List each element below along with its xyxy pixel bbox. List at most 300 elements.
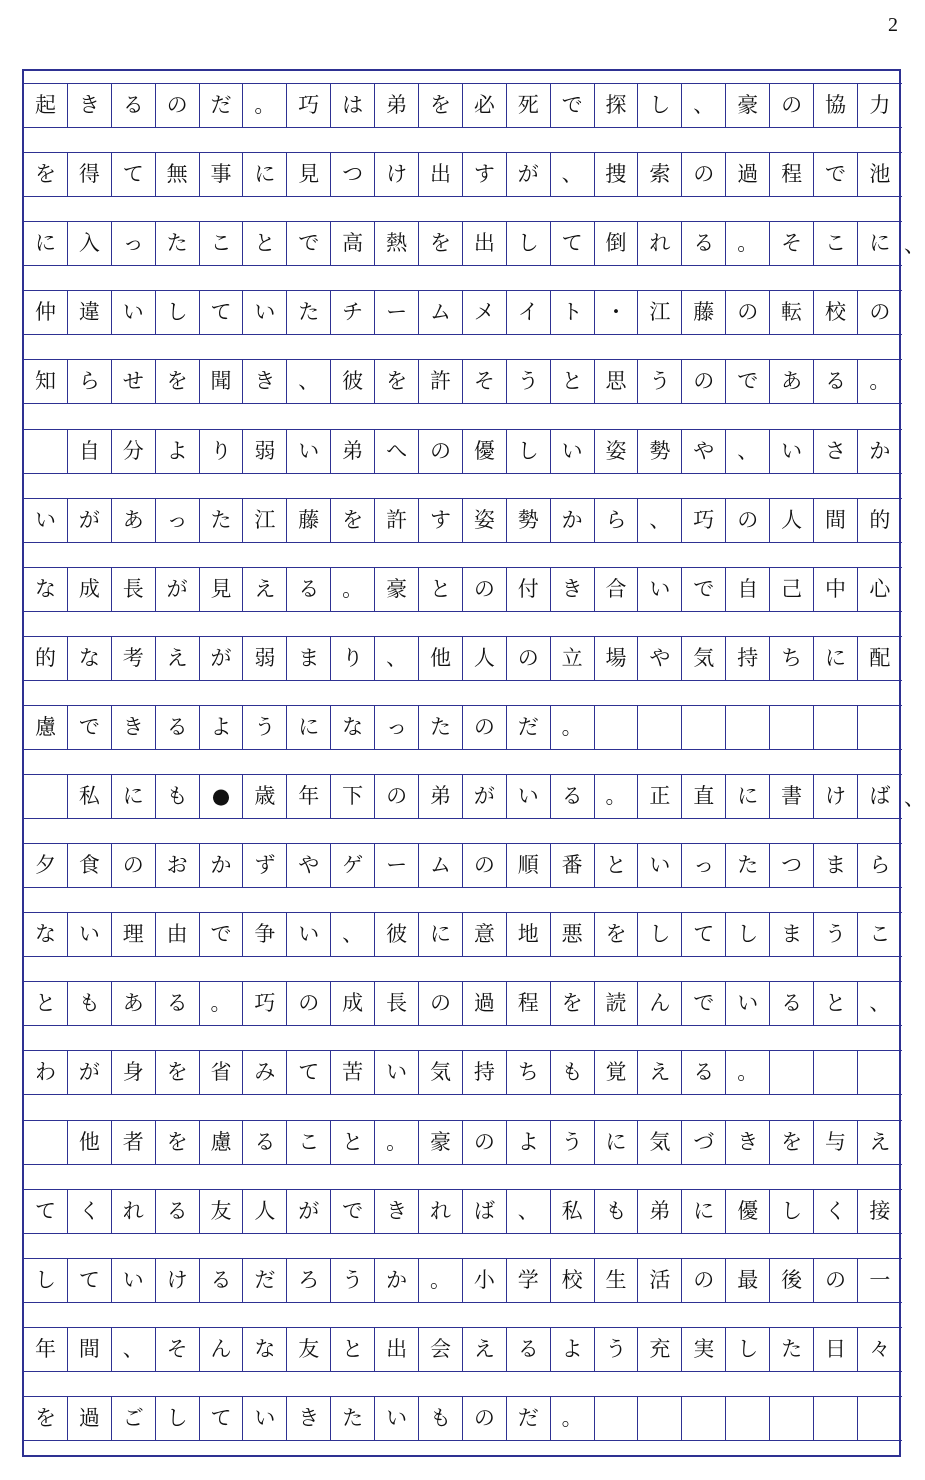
grid-cell: 、 (638, 498, 682, 543)
grid-cell: 番 (551, 843, 595, 888)
grid-cell: れ (419, 1189, 463, 1234)
grid-cell (595, 1396, 639, 1441)
grid-cell: 生 (595, 1258, 639, 1303)
grid-cell: 、 (507, 1189, 551, 1234)
grid-cell: っ (375, 705, 419, 750)
grid-cell: を (156, 1120, 200, 1165)
grid-cell: る (814, 359, 858, 404)
grid-cell: 自 (68, 429, 112, 474)
grid-cell: も (68, 981, 112, 1026)
grid-cell: 弱 (243, 636, 287, 681)
grid-cell: 慮 (200, 1120, 244, 1165)
grid-cell: 得 (68, 152, 112, 197)
grid-cell: が (68, 1050, 112, 1095)
grid-cell: た (200, 498, 244, 543)
grid-cell (858, 1050, 902, 1095)
grid-cell: 。 (726, 1050, 770, 1095)
grid-cell: る (200, 1258, 244, 1303)
grid-cell (638, 1396, 682, 1441)
grid-cell: し (726, 912, 770, 957)
grid-cell: 弟 (331, 429, 375, 474)
grid-cell: く (68, 1189, 112, 1234)
grid-cell: 場 (595, 636, 639, 681)
grid-cell: え (638, 1050, 682, 1095)
grid-cell: う (551, 1120, 595, 1165)
grid-cell (682, 1396, 726, 1441)
grid-cell: そ (770, 221, 814, 266)
grid-cell: ー (375, 290, 419, 335)
grid-cell: よ (200, 705, 244, 750)
grid-cell: 正 (638, 774, 682, 819)
grid-cell: て (112, 152, 156, 197)
grid-cell: だ (243, 1258, 287, 1303)
grid-cell: の (463, 567, 507, 612)
grid-cell (814, 705, 858, 750)
grid-cell: ・ (595, 290, 639, 335)
grid-cell: 成 (331, 981, 375, 1026)
grid-cell: 過 (68, 1396, 112, 1441)
grid-cell: 藤 (287, 498, 331, 543)
grid-cell (858, 1396, 902, 1441)
grid-cell: 優 (726, 1189, 770, 1234)
grid-cell: な (331, 705, 375, 750)
grid-cell: 出 (375, 1327, 419, 1372)
grid-cell: 中 (814, 567, 858, 612)
grid-cell: 歳 (243, 774, 287, 819)
grid-cell: の (287, 981, 331, 1026)
grid-cell: 接 (858, 1189, 902, 1234)
grid-cell: 校 (814, 290, 858, 335)
grid-cell: 豪 (726, 83, 770, 128)
grid-cell: 。 (243, 83, 287, 128)
grid-cell: い (507, 774, 551, 819)
grid-cell: り (200, 429, 244, 474)
grid-cell: 江 (638, 290, 682, 335)
grid-cell: の (770, 83, 814, 128)
grid-cell: 一 (858, 1258, 902, 1303)
grid-cell: 私 (68, 774, 112, 819)
grid-cell: 人 (463, 636, 507, 681)
grid-cell: の (726, 498, 770, 543)
grid-cell: は (331, 83, 375, 128)
manuscript-row (24, 774, 902, 819)
manuscript-row (24, 1189, 902, 1234)
grid-cell: な (243, 1327, 287, 1372)
grid-cell: き (375, 1189, 419, 1234)
grid-cell: 者 (112, 1120, 156, 1165)
grid-cell: て (68, 1258, 112, 1303)
manuscript-row (24, 567, 902, 612)
grid-cell: に (858, 221, 902, 266)
grid-cell: 長 (112, 567, 156, 612)
grid-cell: も (156, 774, 200, 819)
grid-cell: 争 (243, 912, 287, 957)
grid-cell: が (463, 774, 507, 819)
grid-cell: 。 (200, 981, 244, 1026)
grid-cell (24, 429, 68, 474)
grid-cell: る (156, 1189, 200, 1234)
grid-cell: 覚 (595, 1050, 639, 1095)
grid-cell: い (726, 981, 770, 1026)
grid-cell: が (156, 567, 200, 612)
grid-cell: 、 (682, 83, 726, 128)
grid-cell: る (770, 981, 814, 1026)
grid-cell: も (595, 1189, 639, 1234)
grid-cell: に (243, 152, 287, 197)
grid-cell: ● (200, 774, 244, 819)
grid-cell: い (24, 498, 68, 543)
grid-cell (770, 705, 814, 750)
grid-cell: 日 (814, 1327, 858, 1372)
grid-cell: 豪 (375, 567, 419, 612)
grid-cell: よ (507, 1120, 551, 1165)
grid-cell: で (331, 1189, 375, 1234)
grid-cell: な (24, 912, 68, 957)
grid-cell: し (638, 83, 682, 128)
grid-cell: し (156, 1396, 200, 1441)
grid-cell: て (24, 1189, 68, 1234)
grid-cell: う (638, 359, 682, 404)
grid-cell: る (682, 1050, 726, 1095)
grid-cell: 苦 (331, 1050, 375, 1095)
grid-cell (770, 1050, 814, 1095)
grid-cell (595, 705, 639, 750)
grid-cell: の (463, 1120, 507, 1165)
grid-cell: 知 (24, 359, 68, 404)
grid-cell: ち (770, 636, 814, 681)
grid-cell: き (243, 359, 287, 404)
grid-cell: ら (595, 498, 639, 543)
grid-cell: の (463, 705, 507, 750)
grid-cell (726, 1396, 770, 1441)
grid-cell: る (112, 83, 156, 128)
grid-cell: っ (156, 498, 200, 543)
grid-cell: 自 (726, 567, 770, 612)
manuscript-row (24, 1327, 902, 1372)
grid-cell: や (682, 429, 726, 474)
page-number: 2 (888, 14, 898, 36)
grid-cell: の (463, 843, 507, 888)
grid-cell: 倒 (595, 221, 639, 266)
grid-cell: り (331, 636, 375, 681)
grid-cell: 。 (551, 705, 595, 750)
grid-cell: 気 (419, 1050, 463, 1095)
grid-cell: う (595, 1327, 639, 1372)
grid-cell: を (375, 359, 419, 404)
grid-cell: れ (638, 221, 682, 266)
grid-cell: よ (156, 429, 200, 474)
grid-cell: で (814, 152, 858, 197)
grid-cell: 人 (243, 1189, 287, 1234)
manuscript-row (24, 290, 902, 335)
grid-cell: 気 (682, 636, 726, 681)
grid-cell: が (200, 636, 244, 681)
grid-cell: く (814, 1189, 858, 1234)
grid-cell: 理 (112, 912, 156, 957)
grid-cell: 巧 (682, 498, 726, 543)
grid-cell: 。 (331, 567, 375, 612)
grid-cell: な (24, 567, 68, 612)
grid-cell: 無 (156, 152, 200, 197)
grid-cell: い (287, 912, 331, 957)
grid-cell: も (419, 1396, 463, 1441)
grid-cell: 持 (463, 1050, 507, 1095)
grid-cell: と (419, 567, 463, 612)
grid-cell: の (419, 981, 463, 1026)
overflow-punctuation: 、 (904, 233, 925, 258)
grid-cell: 年 (287, 774, 331, 819)
overflow-punctuation: 、 (904, 786, 925, 810)
grid-cell: ム (419, 290, 463, 335)
grid-cell: で (682, 981, 726, 1026)
grid-cell: へ (375, 429, 419, 474)
grid-cell: う (243, 705, 287, 750)
grid-cell: 付 (507, 567, 551, 612)
grid-cell: 池 (858, 152, 902, 197)
grid-cell: 姿 (595, 429, 639, 474)
grid-cell: あ (112, 498, 156, 543)
grid-cell: を (156, 359, 200, 404)
grid-cell: る (156, 705, 200, 750)
grid-cell: 探 (595, 83, 639, 128)
grid-cell: 省 (200, 1050, 244, 1095)
grid-cell: こ (287, 1120, 331, 1165)
grid-cell: の (682, 1258, 726, 1303)
grid-cell: ろ (287, 1258, 331, 1303)
grid-cell: 下 (331, 774, 375, 819)
grid-cell: で (551, 83, 595, 128)
grid-cell: し (24, 1258, 68, 1303)
grid-cell: 合 (595, 567, 639, 612)
grid-cell: い (638, 567, 682, 612)
grid-cell: き (551, 567, 595, 612)
grid-cell: に (726, 774, 770, 819)
grid-cell: で (287, 221, 331, 266)
manuscript-row (24, 1050, 902, 1095)
grid-cell: 充 (638, 1327, 682, 1372)
manuscript-row (24, 83, 902, 128)
grid-cell: 年 (24, 1327, 68, 1372)
grid-cell: 聞 (200, 359, 244, 404)
grid-cell: ま (814, 843, 858, 888)
grid-cell: 事 (200, 152, 244, 197)
grid-cell: 弟 (419, 774, 463, 819)
grid-cell: 許 (375, 498, 419, 543)
grid-cell: 勢 (507, 498, 551, 543)
grid-cell: に (112, 774, 156, 819)
grid-cell: て (200, 290, 244, 335)
grid-cell: 彼 (331, 359, 375, 404)
grid-cell: で (682, 567, 726, 612)
grid-cell (814, 1396, 858, 1441)
grid-cell: を (551, 981, 595, 1026)
grid-cell: 弟 (638, 1189, 682, 1234)
grid-cell (682, 705, 726, 750)
grid-cell: 書 (770, 774, 814, 819)
grid-cell: ー (375, 843, 419, 888)
grid-cell: を (770, 1120, 814, 1165)
grid-cell: 持 (726, 636, 770, 681)
grid-cell: 学 (507, 1258, 551, 1303)
grid-cell: い (243, 290, 287, 335)
grid-cell: れ (112, 1189, 156, 1234)
grid-cell: る (156, 981, 200, 1026)
grid-cell: し (507, 429, 551, 474)
grid-cell: 思 (595, 359, 639, 404)
grid-cell: し (507, 221, 551, 266)
grid-cell: 順 (507, 843, 551, 888)
grid-cell: え (156, 636, 200, 681)
grid-cell: こ (814, 221, 858, 266)
grid-cell: わ (24, 1050, 68, 1095)
grid-cell: 他 (419, 636, 463, 681)
manuscript-grid-sheet (22, 69, 901, 1457)
grid-cell: 許 (419, 359, 463, 404)
grid-cell: 配 (858, 636, 902, 681)
grid-cell: 藤 (682, 290, 726, 335)
grid-cell: を (24, 152, 68, 197)
grid-cell: ト (551, 290, 595, 335)
grid-cell: 考 (112, 636, 156, 681)
grid-cell: こ (858, 912, 902, 957)
grid-cell: い (287, 429, 331, 474)
grid-cell: す (419, 498, 463, 543)
grid-cell: 身 (112, 1050, 156, 1095)
manuscript-row (24, 705, 902, 750)
grid-cell: の (682, 359, 726, 404)
grid-cell: が (68, 498, 112, 543)
grid-cell: や (287, 843, 331, 888)
grid-cell: 食 (68, 843, 112, 888)
grid-cell: う (331, 1258, 375, 1303)
grid-cell: 最 (726, 1258, 770, 1303)
grid-cell: い (68, 912, 112, 957)
manuscript-row (24, 912, 902, 957)
grid-cell: い (112, 1258, 156, 1303)
grid-cell: い (375, 1396, 419, 1441)
grid-cell: 私 (551, 1189, 595, 1234)
grid-cell: し (770, 1189, 814, 1234)
grid-cell: 分 (112, 429, 156, 474)
grid-cell: も (551, 1050, 595, 1095)
grid-cell: る (287, 567, 331, 612)
grid-cell (858, 705, 902, 750)
grid-cell: い (112, 290, 156, 335)
grid-cell: 高 (331, 221, 375, 266)
grid-cell: 的 (858, 498, 902, 543)
grid-cell: き (112, 705, 156, 750)
grid-cell: 程 (507, 981, 551, 1026)
grid-cell: つ (331, 152, 375, 197)
grid-cell: で (68, 705, 112, 750)
grid-cell: え (243, 567, 287, 612)
grid-cell: 読 (595, 981, 639, 1026)
grid-cell: 見 (200, 567, 244, 612)
grid-cell (770, 1396, 814, 1441)
grid-cell: 。 (595, 774, 639, 819)
grid-cell: ず (243, 843, 287, 888)
grid-cell: で (726, 359, 770, 404)
grid-cell: の (726, 290, 770, 335)
grid-cell: 力 (858, 83, 902, 128)
grid-cell: な (68, 636, 112, 681)
grid-cell: 与 (814, 1120, 858, 1165)
manuscript-row (24, 359, 902, 404)
grid-cell: 。 (419, 1258, 463, 1303)
grid-cell: だ (507, 705, 551, 750)
grid-cell: 、 (375, 636, 419, 681)
grid-cell (638, 705, 682, 750)
grid-cell: せ (112, 359, 156, 404)
grid-cell: の (858, 290, 902, 335)
grid-cell: と (331, 1327, 375, 1372)
grid-cell: に (419, 912, 463, 957)
grid-cell: ム (419, 843, 463, 888)
grid-cell: の (682, 152, 726, 197)
grid-cell: 彼 (375, 912, 419, 957)
grid-cell: 巧 (243, 981, 287, 1026)
grid-cell: メ (463, 290, 507, 335)
grid-cell: た (331, 1396, 375, 1441)
grid-cell: ん (638, 981, 682, 1026)
grid-cell: 勢 (638, 429, 682, 474)
grid-cell: を (595, 912, 639, 957)
grid-cell: た (419, 705, 463, 750)
grid-cell: チ (331, 290, 375, 335)
grid-cell: 地 (507, 912, 551, 957)
grid-cell: る (551, 774, 595, 819)
grid-cell: ち (507, 1050, 551, 1095)
manuscript-row (24, 843, 902, 888)
grid-cell: 弟 (375, 83, 419, 128)
grid-cell: 。 (551, 1396, 595, 1441)
grid-cell: み (243, 1050, 287, 1095)
grid-cell: 校 (551, 1258, 595, 1303)
grid-cell: 々 (858, 1327, 902, 1372)
grid-cell: 過 (726, 152, 770, 197)
grid-cell: や (638, 636, 682, 681)
grid-cell: 他 (68, 1120, 112, 1165)
manuscript-row (24, 221, 902, 266)
grid-cell: そ (463, 359, 507, 404)
grid-cell: 、 (287, 359, 331, 404)
grid-cell: を (419, 83, 463, 128)
manuscript-row (24, 498, 902, 543)
grid-cell: し (638, 912, 682, 957)
grid-cell: 起 (24, 83, 68, 128)
grid-cell: ば (463, 1189, 507, 1234)
grid-cell: き (287, 1396, 331, 1441)
grid-cell: つ (770, 843, 814, 888)
grid-cell: を (24, 1396, 68, 1441)
manuscript-row (24, 152, 902, 197)
grid-cell: に (24, 221, 68, 266)
grid-cell: と (24, 981, 68, 1026)
grid-cell: の (112, 843, 156, 888)
grid-cell: そ (156, 1327, 200, 1372)
grid-cell: し (726, 1327, 770, 1372)
grid-cell: 見 (287, 152, 331, 197)
grid-cell: の (507, 636, 551, 681)
grid-cell: い (375, 1050, 419, 1095)
grid-cell: 巧 (287, 83, 331, 128)
grid-cell: て (287, 1050, 331, 1095)
grid-cell: っ (682, 843, 726, 888)
grid-cell: い (770, 429, 814, 474)
grid-cell: 気 (638, 1120, 682, 1165)
grid-cell: 江 (243, 498, 287, 543)
grid-cell: 必 (463, 83, 507, 128)
